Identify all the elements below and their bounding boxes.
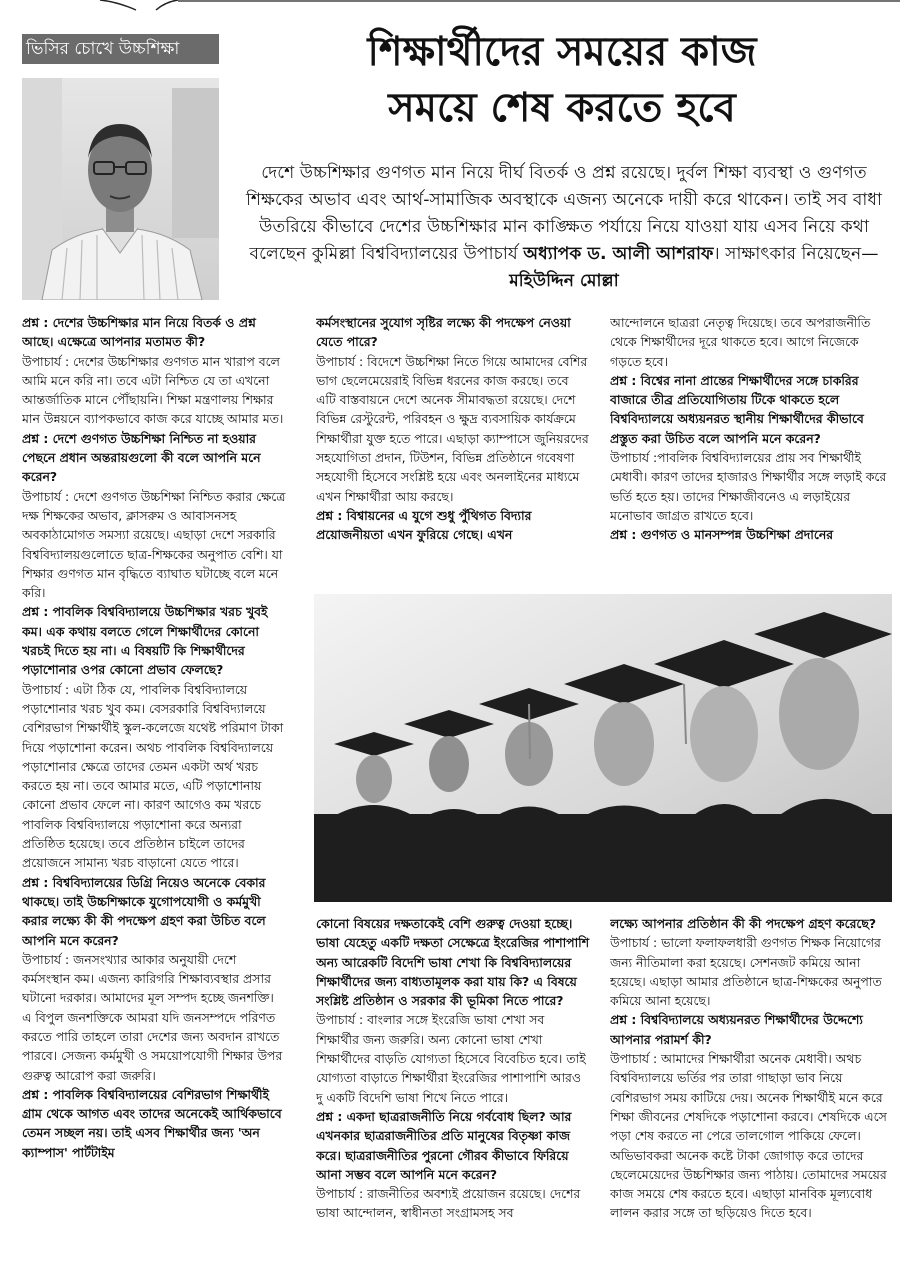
interview-answer: উপাচার্য : ভালো ফলাফলধারী গুণগত শিক্ষক নিয়োগের জন্য নীতিমালা করা হয়েছে। সেশনজট কমিয়ে আনা হয়েছে। এছাড়া আমার প্রতিষ্ঠানে ছাত্র-শিক্ষকের অনুপাত কমিয়ে আনা হয়েছে। xyxy=(610,935,882,1009)
interview-question: প্রশ্ন : বিশ্ববিদ্যালয়ে অধ্যয়নরত শিক্ষার্থীদের উদ্দেশ্যে আপনার পরামর্শ কী? xyxy=(610,1012,863,1047)
interview-answer: উপাচার্য :পাবলিক বিশ্ববিদ্যালয়ের প্রায় সব শিক্ষার্থীই মেধাবী। কারণ তাদের হাজারও শিক্ষার্থীর সঙ্গে লড়াই করে ভর্তি হতে হয়। তাদের শিক্ষাজীবনেও এ লড়াইয়ের মনোভাব জাগ্রত রাখতে হবে। xyxy=(610,450,887,523)
text-column-1 xyxy=(22,313,287,1279)
vice-chancellor-portrait xyxy=(22,78,219,300)
interview-answer: উপাচার্য : এটা ঠিক যে, পাবলিক বিশ্ববিদ্যালয়ে পড়াশোনার খরচ খুব কম। বেসরকারি বিশ্ববিদ্যালয়ে বেশিরভাগ শিক্ষার্থীই স্কুল-কলেজে যথেষ্ট পরিমাণ টাকা দিয়ে পড়াশোনা করেন। অথচ পাবলিক বিশ্ববিদ্যালয়ে পড়াশোনার ক্ষেত্রে তাদের তেমন একটা অর্থ খরচ করতে হয় না। তবে আমার মতে, এটি পড়াশোনায় কোনো প্রভাব ফেলে না। কারণ আগেও কম খরচে পাবলিক বিশ্ববিদ্যালয়ে পড়াশোনা করে অন্যরা প্রতিষ্ঠিত হয়েছে। তবে প্রতিষ্ঠান চাইলে তাদের প্রয়োজনে সামান্য খরচ বাড়ানো যেতে পারে। xyxy=(22,681,284,871)
intro-paragraph xyxy=(238,160,890,295)
interview-question: কোনো বিষয়ের দক্ষতাকেই বেশি গুরুত্ব দেওয়া হচ্ছে। ভাষা যেহেতু একটি দক্ষতা সেক্ষেত্রে ইংরেজির পাশাপাশি অন্য আরেকটি বিদেশি ভাষা শেখা কি বিশ্ববিদ্যালয়ের শিক্ষার্থীদের জন্য বাধ্যতামূলক করা যায় কি? এ বিষয়ে সংশ্লিষ্ট প্রতিষ্ঠান ও সরকার কী ভূমিকা নিতে পারে? xyxy=(316,916,590,1009)
interview-question: প্রশ্ন : দেশের উচ্চশিক্ষার মান নিয়ে বিতর্ক ও প্রশ্ন আছে। এক্ষেত্রে আপনার মতামত কী? xyxy=(22,315,256,350)
text-column-2 xyxy=(316,313,591,588)
credit-prefix: । সাক্ষাৎকার নিয়েছেন— xyxy=(713,244,879,264)
interview-question: প্রশ্ন : বিশ্বের নানা প্রান্তের শিক্ষার্থীদের সঙ্গে চাকরির বাজারে তীব্র প্রতিযোগিতায় টিকে থাকতে হলে বিশ্ববিদ্যালয়ে অধ্যয়নরত স্থানীয় শিক্ষার্থীদের কীভাবে প্রস্তুত করা উচিত বলে আপনি মনে করেন? xyxy=(610,372,864,446)
interview-question: প্রশ্ন : দেশে গুণগত উচ্চশিক্ষা নিশ্চিত না হওয়ার পেছনে প্রধান অন্তরায়গুলো কী বলে আপনি মনে করেন? xyxy=(22,430,261,485)
interview-answer: উপাচার্য : বাংলার সঙ্গে ইংরেজি ভাষা শেখা সব শিক্ষার্থীর জন্য জরুরি। অন্য কোনো ভাষা শেখা শিক্ষার্থীদের বাড়তি যোগ্যতা হিসেবে বিবেচিত হবে। তাই যোগ্যতা বাড়াতে শিক্ষার্থীরা ইংরেজির পাশাপাশি আরও দু একটি বিদেশি ভাষা শিখে নিতে পারে। xyxy=(316,1012,586,1105)
top-rule-decoration xyxy=(0,0,900,12)
headline-line-1: শিক্ষার্থীদের সময়ের কাজ xyxy=(367,28,757,75)
headline-line-2: সময়ে শেষ করতে হবে xyxy=(388,84,736,131)
interview-answer: উপাচার্য : রাজনীতির অবশ্যই প্রয়োজন রয়েছে। দেশের ভাষা আন্দোলন, স্বাধীনতা সংগ্রামসহ সব xyxy=(316,1186,581,1221)
interview-answer: উপাচার্য : বিদেশে উচ্চশিক্ষা নিতে গিয়ে আমাদের বেশির ভাগ ছেলেমেয়েরাই বিভিন্ন ধরনের কাজ করছে। তবে এটি বাস্তবায়নে দেশে অনেক সীমাবদ্ধতা রয়েছে। দেশে বিভিন্ন রেস্টুরেন্ট, পরিবহন ও ক্ষুদ্র ব্যবসায়িক কার্যক্রমে শিক্ষার্থীরা যুক্ত হতে পারে। এছাড়া ক্যাম্পাসে জুনিয়রদের সহযোগিতা প্রদান, টিউশন, বিভিন্ন প্রতিষ্ঠানে গবেষণা সহযোগী হিসেবে সংশ্লিষ্ট হয়ে এবং অনলাইনের মাধ্যমে এখন শিক্ষার্থীরা আয় করছে। xyxy=(316,353,589,504)
interviewer-name: মহিউদ্দিন মোল্লা xyxy=(509,271,619,291)
interview-answer: উপাচার্য : জনসংখ্যার আকার অনুযায়ী দেশে কর্মসংস্থান কম। এজন্য কারিগরি শিক্ষাব্যবস্থার প্রসার ঘটানো দরকার। আমাদের মূল সম্পদ হচ্ছে জনশক্তি। এ বিপুল জনশক্তিকে আমরা যদি জনসম্পদে পরিণত করতে পারি তাহলে তারা দেশের জন্য অবদান রাখতে পারবে। সেজন্য কর্মমুখী ও সময়োপযোগী শিক্ষার উপর গুরুত্ব আরোপ করা জরুরি। xyxy=(22,951,283,1083)
text-column-4 xyxy=(316,914,591,1279)
article-headline xyxy=(232,24,892,136)
interview-question: প্রশ্ন : একদা ছাত্ররাজনীতি নিয়ে গর্ববোধ ছিল? আর এখনকার ছাত্ররাজনীতির প্রতি মানুষের বিতৃষ্ণা কাজ করে। ছাত্ররাজনীতির পুরনো গৌরব কীভাবে ফিরিয়ে আনা সম্ভব বলে আপনি মনে করেন? xyxy=(316,1108,572,1182)
interview-answer: উপাচার্য : দেশের উচ্চশিক্ষার গুণগত মান খারাপ বলে আমি মনে করি না। তবে এটা নিশ্চিত যে তা এখনো আন্তর্জাতিক মানে পৌঁছায়নি। শিক্ষা মন্ত্রণালয় শিক্ষার মান উন্নয়নে ব্যাপকভাবে কাজ করে যাচ্ছে আমার মত। xyxy=(22,353,284,427)
interview-answer: উপাচার্য : দেশে গুণগত উচ্চশিক্ষা নিশ্চিত করার ক্ষেত্রে দক্ষ শিক্ষকের অভাব, ক্লাসরুম ও আবাসনসহ অবকাঠামোগত সমস্যা রয়েছে। এছাড়া দেশে সরকারি বিশ্ববিদ্যালয়গুলোতে ছাত্র-শিক্ষকের অনুপাত বেশি। যা শিক্ষার গুণগত মান বৃদ্ধিতে ব্যাঘাত ঘটাচ্ছে বলে মনে করি। xyxy=(22,488,286,601)
text-column-3 xyxy=(610,313,890,575)
interview-question: লক্ষ্যে আপনার প্রতিষ্ঠান কী কী পদক্ষেপ গ্রহণ করেছে? xyxy=(610,916,877,931)
text-column-5 xyxy=(610,914,890,1279)
interview-question: প্রশ্ন : পাবলিক বিশ্ববিদ্যালয়ে উচ্চশিক্ষার খরচ খুবই কম। এক কথায় বলতে গেলে শিক্ষার্থীদের কোনো খরচই দিতে হয় না। এ বিষয়টি কি শিক্ষার্থীদের পড়াশোনার ওপর কোনো প্রভাব ফেলছে? xyxy=(22,604,268,678)
interview-question: প্রশ্ন : বিশ্ববিদ্যালয়ের ডিগ্রি নিয়েও অনেকে বেকার থাকছে। তাই উচ্চশিক্ষাকে যুগোপযোগী ও কর্মমুখী করার লক্ষ্যে কী কী পদক্ষেপ গ্রহণ করা উচিত বলে আপনি মনে করেন? xyxy=(22,874,266,948)
interview-answer: আন্দোলনে ছাত্ররা নেতৃত্ব দিয়েছে। তবে অপরাজনীতি থেকে শিক্ষার্থীদের দূরে থাকতে হবে। আগে নিজেকে গড়তে হবে। xyxy=(610,315,871,369)
interview-question: প্রশ্ন : গুণগত ও মানসম্পন্ন উচ্চশিক্ষা প্রদানের xyxy=(610,527,834,543)
interview-question: প্রশ্ন : বিশ্বায়নের এ যুগে শুধু পুঁথিগত বিদ্যার প্রয়োজনীয়তা এখন ফুরিয়ে গেছে। এখন xyxy=(316,507,532,543)
interview-question: প্রশ্ন : পাবলিক বিশ্ববিদ্যালয়ের বেশিরভাগ শিক্ষার্থীই গ্রাম থেকে আগত এবং তাদের অনেকেই আর্থিকভাবে তেমন সচ্ছল নয়। তাই এসব শিক্ষার্থীর জন্য 'অন ক্যাম্পাস' পার্টটাইম xyxy=(22,1086,282,1160)
section-kicker: ভিসির চোখে উচ্চশিক্ষা xyxy=(22,34,219,64)
graduates-photo xyxy=(314,594,892,902)
guest-name: অধ্যাপক ড. আলী আশরাফ xyxy=(523,244,714,264)
interview-answer: উপাচার্য : আমাদের শিক্ষার্থীরা অনেক মেধাবী। অথচ বিশ্ববিদ্যালয়ে ভর্তির পর তারা গাছাড়া ভাব নিয়ে বেশিরভাগ সময় কাটিয়ে দেয়। অনেক শিক্ষার্থীই মনে করে শিক্ষা জীবনের শেষদিকে পড়াশোনা করবে। শেষদিকে এসে পড়া শেষ করতে না পেরে তালগোল পাকিয়ে ফেলে। অভিভাবকরা অনেক কষ্টে টাকা জোগাড় করে তাদের ছেলেমেয়েদের উচ্চশিক্ষার জন্য পাঠায়। তোমাদের সময়ের কাজ সময়ে শেষ করতে হবে। এছাড়া মানবিক মূল্যবোধ লালন করার সঙ্গে তা ছড়িয়েও দিতে হবে। xyxy=(610,1051,887,1221)
intro-text: দেশে উচ্চশিক্ষার গুণগত মান নিয়ে দীর্ঘ বিতর্ক ও প্রশ্ন রয়েছে। দুর্বল শিক্ষা ব্যবস্থা ও গুণগত শিক্ষকের অভাব এবং আর্থ-সামাজিক অবস্থাকে এজন্য অনেকে দায়ী করে থাকেন। তাই সব বাধা উতরিয়ে কীভাবে দেশের উচ্চশিক্ষার মান কাঙ্ক্ষিত পর্যায়ে নিয়ে যাওয়া যায় এসব নিয়ে কথা বলেছেন কুমিল্লা বিশ্ববিদ্যালয়ের উপাচার্য xyxy=(245,163,883,264)
interview-question: কর্মসংস্থানের সুযোগ সৃষ্টির লক্ষ্যে কী পদক্ষেপ নেওয়া যেতে পারে? xyxy=(316,315,571,350)
